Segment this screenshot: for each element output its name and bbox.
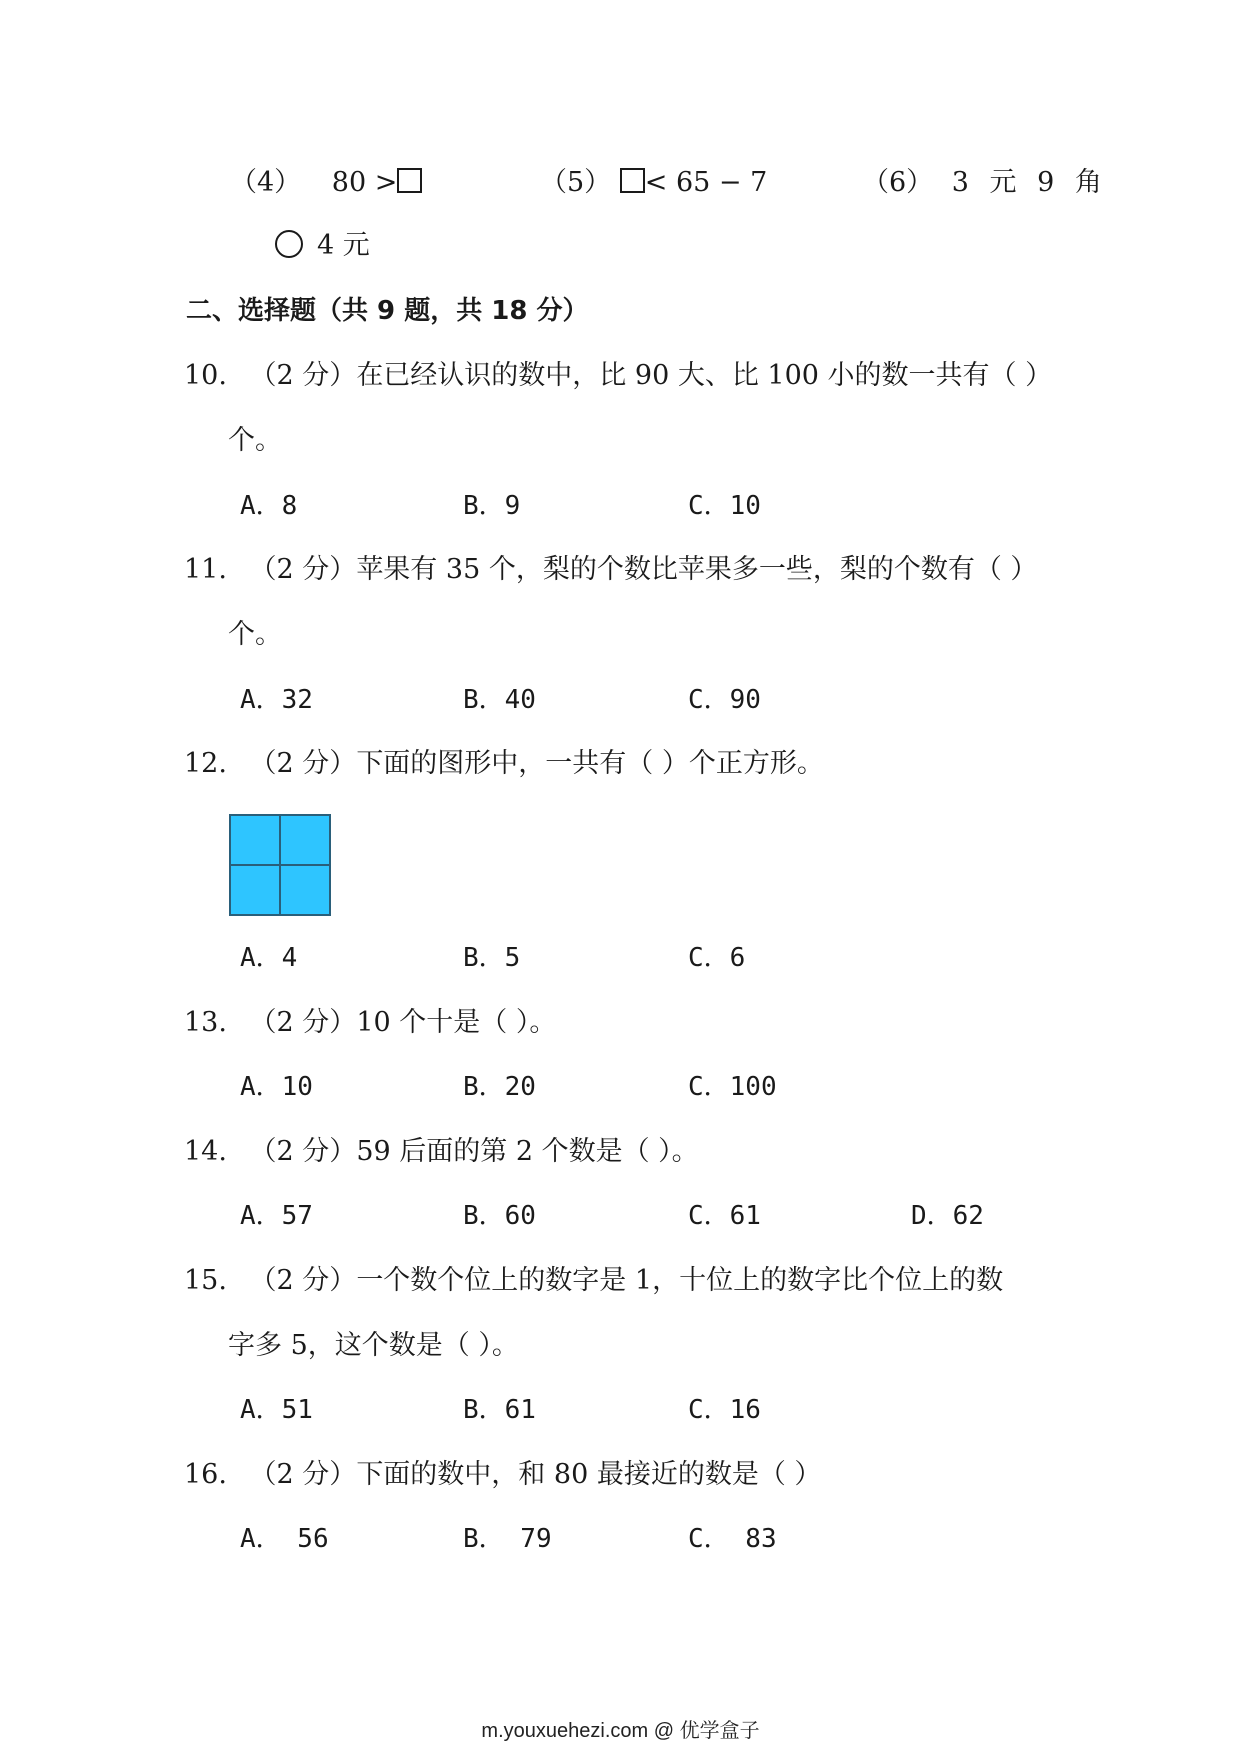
item-6-expr: 3 元 9 角 xyxy=(951,167,1108,198)
option-c[interactable]: C．100 xyxy=(688,1072,777,1102)
question-15 xyxy=(184,1263,1003,1299)
option-c[interactable]: C．6 xyxy=(688,943,746,973)
option-b[interactable]: B． 79 xyxy=(463,1524,552,1554)
question-10-cont: 个。 xyxy=(228,425,282,456)
question-score: （2 分） xyxy=(249,360,357,391)
option-a[interactable]: A．8 xyxy=(240,491,298,521)
option-a[interactable]: A． 56 xyxy=(240,1524,329,1554)
option-b[interactable]: B．9 xyxy=(463,491,521,521)
item-4-expr: 80 > xyxy=(331,167,398,198)
question-text: 10 个十是（ ）。 xyxy=(356,1007,557,1038)
option-d[interactable]: D．62 xyxy=(911,1201,984,1231)
option-a[interactable]: A．51 xyxy=(240,1395,313,1425)
footer-watermark: m.youxuehezi.com @ 优学盒子 xyxy=(481,1720,760,1742)
blank-box-icon xyxy=(397,168,422,193)
blank-box-icon xyxy=(620,168,645,193)
question-score: （2 分） xyxy=(249,1459,357,1490)
question-number: 12. xyxy=(184,748,227,779)
question-score: （2 分） xyxy=(249,1136,357,1167)
option-b[interactable]: B．40 xyxy=(463,685,536,715)
question-14 xyxy=(184,1134,699,1170)
option-b[interactable]: B．20 xyxy=(463,1072,536,1102)
question-number: 14. xyxy=(184,1136,227,1167)
item-6 xyxy=(862,165,1108,201)
option-c[interactable]: C．90 xyxy=(688,685,761,715)
question-11 xyxy=(184,552,1037,588)
question-score: （2 分） xyxy=(249,1007,357,1038)
question-number: 11. xyxy=(184,554,227,585)
item-5-expr: < 65 − 7 xyxy=(644,167,768,198)
question-text: 59 后面的第 2 个数是（ ）。 xyxy=(356,1136,699,1167)
square-cell xyxy=(280,865,330,915)
option-b[interactable]: B．5 xyxy=(463,943,521,973)
option-b[interactable]: B．61 xyxy=(463,1395,536,1425)
square-cell xyxy=(230,865,280,915)
question-13 xyxy=(184,1005,556,1041)
square-grid-figure xyxy=(229,814,331,916)
question-15-cont: 字多 5，这个数是（ ）。 xyxy=(228,1330,519,1361)
question-number: 13. xyxy=(184,1007,227,1038)
question-11-cont: 个。 xyxy=(228,619,282,650)
question-text: 下面的数中，和 80 最接近的数是（ ） xyxy=(356,1459,822,1490)
item-6-number: （6） xyxy=(862,167,934,198)
item-5 xyxy=(540,165,767,201)
square-cell xyxy=(280,815,330,865)
question-number: 15. xyxy=(184,1265,227,1296)
question-score: （2 分） xyxy=(249,748,357,779)
question-score: （2 分） xyxy=(249,554,357,585)
question-12 xyxy=(184,746,824,782)
item-4 xyxy=(230,165,422,201)
question-text: 一个数个位上的数字是 1，十位上的数字比个位上的数 xyxy=(356,1265,1004,1296)
section-title: 二、选择题（共 9 题，共 18 分） xyxy=(186,296,589,326)
question-16 xyxy=(184,1457,821,1493)
question-10 xyxy=(184,358,1052,394)
compare-circle-icon xyxy=(275,230,303,258)
item-6-continuation xyxy=(275,228,370,264)
question-text: 在已经认识的数中，比 90 大、比 100 小的数一共有（ ） xyxy=(356,360,1053,391)
option-c[interactable]: C．10 xyxy=(688,491,761,521)
question-text: 苹果有 35 个，梨的个数比苹果多一些，梨的个数有（ ） xyxy=(356,554,1038,585)
option-a[interactable]: A．4 xyxy=(240,943,298,973)
item-4-number: （4） xyxy=(230,167,302,198)
square-cell xyxy=(230,815,280,865)
option-a[interactable]: A．10 xyxy=(240,1072,313,1102)
question-number: 16. xyxy=(184,1459,227,1490)
option-c[interactable]: C．61 xyxy=(688,1201,761,1231)
option-b[interactable]: B．60 xyxy=(463,1201,536,1231)
question-score: （2 分） xyxy=(249,1265,357,1296)
option-c[interactable]: C．16 xyxy=(688,1395,761,1425)
item-5-number: （5） xyxy=(540,167,612,198)
question-number: 10. xyxy=(184,360,227,391)
item-6-continuation-text: 4 元 xyxy=(317,230,370,261)
option-a[interactable]: A．32 xyxy=(240,685,313,715)
question-text: 下面的图形中，一共有（ ）个正方形。 xyxy=(356,748,824,779)
option-c[interactable]: C． 83 xyxy=(688,1524,777,1554)
option-a[interactable]: A．57 xyxy=(240,1201,313,1231)
